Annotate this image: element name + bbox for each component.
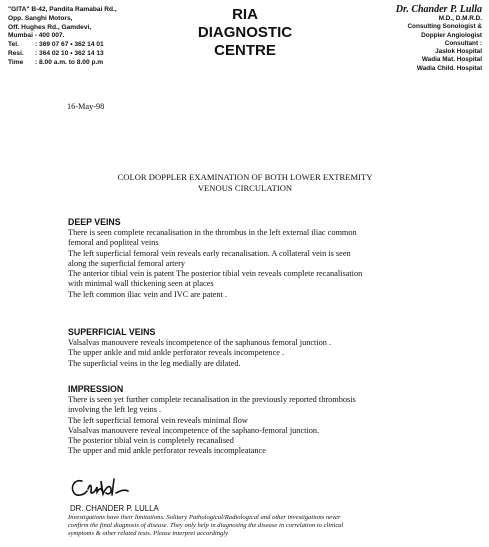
address-line	[8, 32, 178, 41]
section-heading: DEEP VEINS	[68, 217, 121, 227]
report-line: The left common iliac vein and IVC are patent .	[68, 289, 227, 299]
signature	[68, 473, 138, 506]
section-lines	[68, 338, 468, 369]
report-line: with minimal wall thickening seen at places	[68, 279, 214, 289]
report-line: Valsalvas manouvere reveals incompetence of the saphanous femoral junction .	[68, 338, 332, 347]
doctor-letterhead-name: Dr. Chander P. Lulla	[395, 4, 482, 15]
credential-lines	[352, 15, 482, 73]
report-line: involving the left leg veins .	[68, 405, 162, 415]
report-title-line: VENOUS CIRCULATION	[197, 183, 293, 193]
address-line	[8, 6, 178, 15]
address-label: Tel.	[8, 41, 19, 49]
report-line: There is seen complete recanalisation in the thrombus in the left external iliac common	[68, 228, 357, 237]
centre-name-line: RIA	[232, 6, 258, 23]
address-text: "GITA" B-42, Pandita Ramabai Rd.,	[8, 6, 117, 13]
address-text: : 369 07 67 • 362 14 01	[35, 41, 104, 49]
address-label: Time	[8, 58, 24, 66]
address-line	[8, 41, 178, 50]
report-title-line: COLOR DOPPLER EXAMINATION OF BOTH LOWER EXTREMITY	[117, 172, 373, 182]
credential-line: Consulting Sonologist &	[407, 23, 482, 31]
section-lines	[68, 228, 468, 300]
deep-veins-section	[68, 217, 468, 300]
letterhead-address	[8, 6, 178, 68]
report-line: femoral and popliteal veins	[68, 238, 159, 248]
report-date: 16-May-98	[67, 102, 105, 111]
report-title	[60, 172, 430, 194]
address-text: Mumbai - 400 007.	[8, 32, 65, 40]
address-text: : 8.00 a.m. to 8.00 p.m	[35, 58, 104, 66]
address-label: Resi.	[8, 49, 24, 57]
signature-scribble	[68, 473, 138, 501]
credential-line: Wadia Child. Hospital	[416, 64, 482, 72]
address-line	[8, 59, 178, 68]
superficial-veins-section	[68, 327, 468, 369]
disclaimer-line: Investigations have their limitations. Solitary Pathological/Radiological and other investigations never	[68, 514, 341, 521]
report-line: The left superficial femoral vein reveals minimal flow	[68, 415, 248, 425]
doctor-name: DR. CHANDER P. LULLA	[70, 504, 159, 513]
address-text: : 364 02 10 • 362 14 13	[35, 49, 104, 57]
report-line: The anterior tibial vein is patent The posterior tibial vein reveals complete recanalisation	[68, 269, 363, 279]
credential-line: M.D., D.M.R.D.	[438, 15, 482, 22]
report-line: Valsalvas manouvere reveal incompetence of the saphano-femoral junction.	[68, 425, 320, 435]
credential-line: Consultant :	[444, 39, 482, 47]
centre-name	[185, 6, 305, 60]
report-line: The superficial veins in the leg medially are dilated.	[68, 358, 241, 368]
report-line: There is seen yet further complete recanalisation in the previously reported thrombosis	[68, 395, 356, 404]
section-heading: SUPERFICIAL VEINS	[68, 327, 156, 337]
report-line: The left superficial femoral vein reveals early recanalisation. A collateral vein is seen	[68, 248, 351, 258]
centre-name-line: CENTRE	[214, 42, 276, 59]
section-heading: IMPRESSION	[68, 384, 124, 394]
credential-line: Doppler Angiologist	[421, 31, 482, 39]
report-line: The posterior tibial vein is completely recanalised	[68, 436, 234, 446]
report-line: The upper and mid ankle perforator reveals incompleatance	[68, 446, 266, 456]
address-text: Opp. Sanghi Motors,	[8, 14, 73, 22]
impression-section	[68, 384, 468, 457]
credential-line: Wadia Mat. Hospital	[421, 56, 482, 64]
disclaimer-line: symptoms & other related tests. Please interpret accordingly	[68, 530, 229, 538]
centre-name-line: DIAGNOSTIC	[197, 24, 293, 41]
address-text: Off. Hughes Rd., Gamdevi,	[8, 23, 92, 31]
disclaimer-line: confirm the final diagnosis of disease. They only help in diagnosing the disease in correlation to clinical	[68, 522, 344, 530]
address-line	[8, 15, 178, 24]
address-line	[8, 50, 178, 59]
section-lines	[68, 395, 468, 457]
address-line	[8, 24, 178, 33]
report-line: The upper ankle and mid ankle perforator reveals incompetence .	[68, 348, 285, 358]
disclaimer	[68, 514, 448, 539]
report-line: along the superficial femoral artery	[68, 258, 186, 268]
doctor-credentials	[352, 4, 482, 73]
credential-line: Jaslok Hospital	[435, 48, 482, 56]
